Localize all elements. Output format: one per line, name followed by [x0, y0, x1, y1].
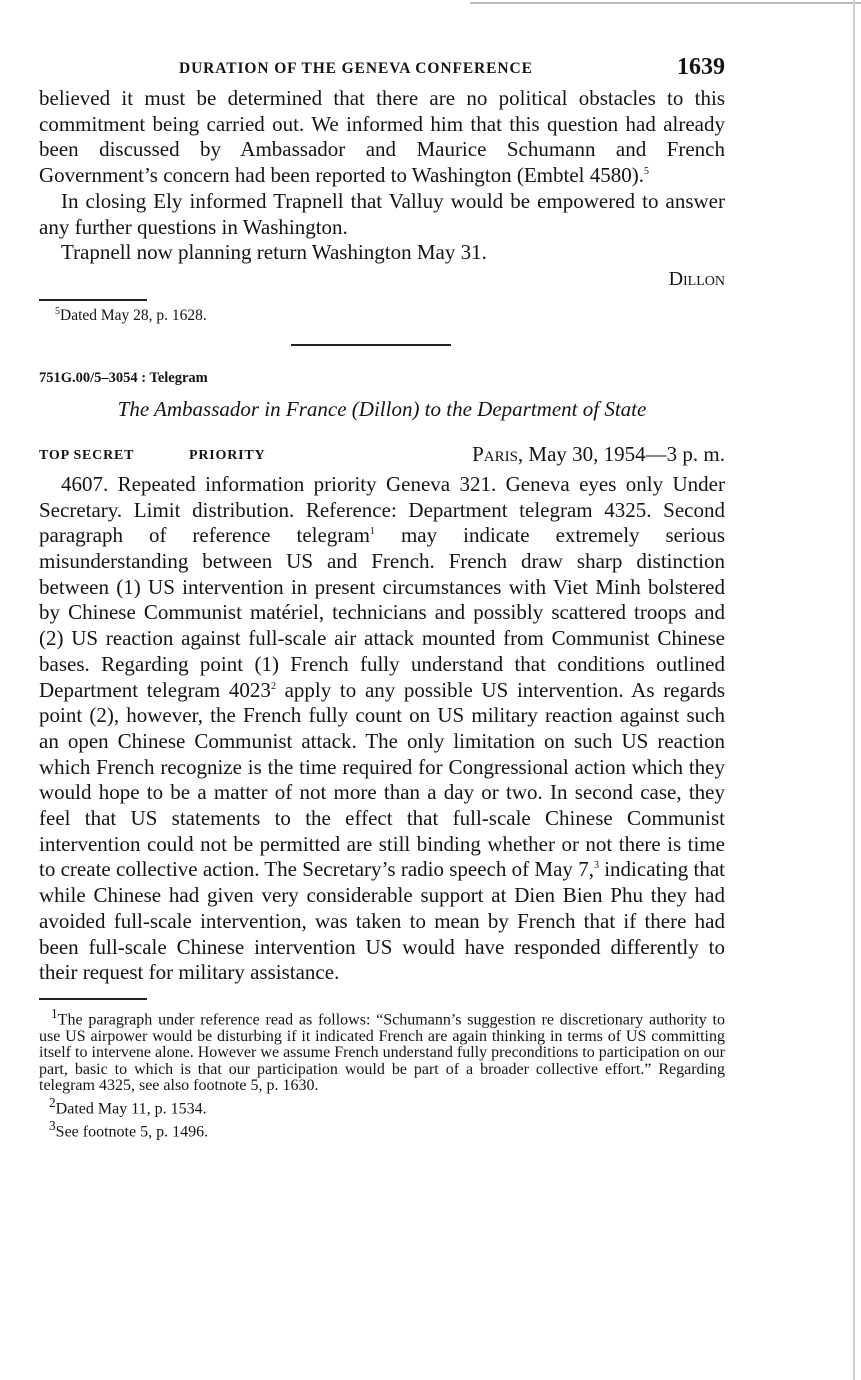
telegram-paragraph: 4607. Repeated information priority Geneva 321. Geneva eyes only Under Secretary. Limit distribution. Reference: Department telegram 4325. Second paragraph of reference telegram$^1$ may indicate extremely serious misunderstanding between US and French. French draw sharp distinction between (1) US intervention in present circumstances with Viet Minh bolstered by Chinese Communist matériel, technicians and possibly scattered troops and (2) US reaction against full-scale air attack mounted from Communist Chinese bases. Regarding point (1) French fully understand that conditions outlined Department telegram 4023$^2$ apply to any possible US intervention. As regards point (2), however, the French fully count on US military reaction against such an open Chinese Communist attack. The only limitation on such US reaction which French recognize is the time required for Congressional action which they would hope to be a matter of not more than a day or two. In second case, they feel that US statements to the effect that full-scale Chinese Communist intervention could not be permitted are still binding whether or not there is time to create collective action. The Secretary’s radio speech of May 7,$^3$ indicating that while Chinese had given very considerable support at Dien Bien Phu they had avoided full-scale intervention, was taken to mean by French that if there had been full-scale Chinese intervention US would have responded differently to their request for military assistance. [39, 471, 726, 985]
dateline [472, 442, 725, 467]
document-separator [291, 344, 451, 346]
scan-edge-right [853, 0, 855, 1380]
document-title: The Ambassador in France (Dillon) to the Department of State [117, 396, 647, 421]
scan-edge-top [470, 2, 861, 4]
signature-dillon: Dillon [668, 267, 725, 290]
footnote-1: $^1$The paragraph under reference read as follows: “Schumann’s suggestion re discretionary authority to use US airpower would be disturbing if it indicated French are again thinking in terms of US committing itself to intervene alone. However we assume French understand fully preconditions to participation on our part, basic to which is that our participation would be part of a broader collective effort.” Regarding telegram 4325, see also footnote 5, p. 1630. [39, 1005, 725, 1095]
footnote-5: $^5$Dated May 28, p. 1628. [55, 305, 207, 324]
footnote-ref-5: 5 [644, 166, 650, 178]
classification-label: TOP SECRET [39, 447, 135, 463]
footnote-3: $^3$See footnote 5, p. 1496. [49, 1117, 209, 1140]
telegram-body [39, 472, 725, 986]
dateline-city: Paris [472, 441, 518, 466]
dateline-date: , May 30, 1954—3 p. m. [517, 441, 725, 466]
footnote-ref-1: 1 [369, 526, 375, 538]
footnote-ref-3: 3 [593, 860, 599, 872]
document-page [39, 52, 725, 1140]
footnotes [39, 1006, 725, 1140]
page-number: 1639 [677, 54, 725, 80]
running-head-title: DURATION OF THE GENEVA CONFERENCE [179, 60, 533, 77]
footnote-2: $^2$Dated May 11, p. 1534. [49, 1094, 207, 1118]
precedence-label: PRIORITY [189, 447, 266, 463]
running-head [39, 52, 725, 86]
continuation-paragraph-2: In closing Ely informed Trapnell that Valluy would be empowered to answer any further questions in Washington. [39, 188, 725, 239]
footnote-divider-2 [39, 998, 147, 1000]
continuation-paragraph-3: Trapnell now planning return Washington May 31. [61, 240, 487, 265]
footnote-divider [39, 299, 147, 301]
footnote-ref-2: 2 [270, 680, 276, 692]
file-reference: 751G.00/5–3054 : Telegram [39, 369, 208, 386]
continuation-paragraph-1: believed it must be determined that there are no political obstacles to this commitment being carried out. We informed him that this question had already been discussed by Ambassador and Maurice Schumann and French Government’s concern had been reported to Washington (Embtel 4580).$^5$ [39, 86, 725, 188]
continuation-text [39, 86, 725, 266]
telegram-header [39, 442, 725, 472]
